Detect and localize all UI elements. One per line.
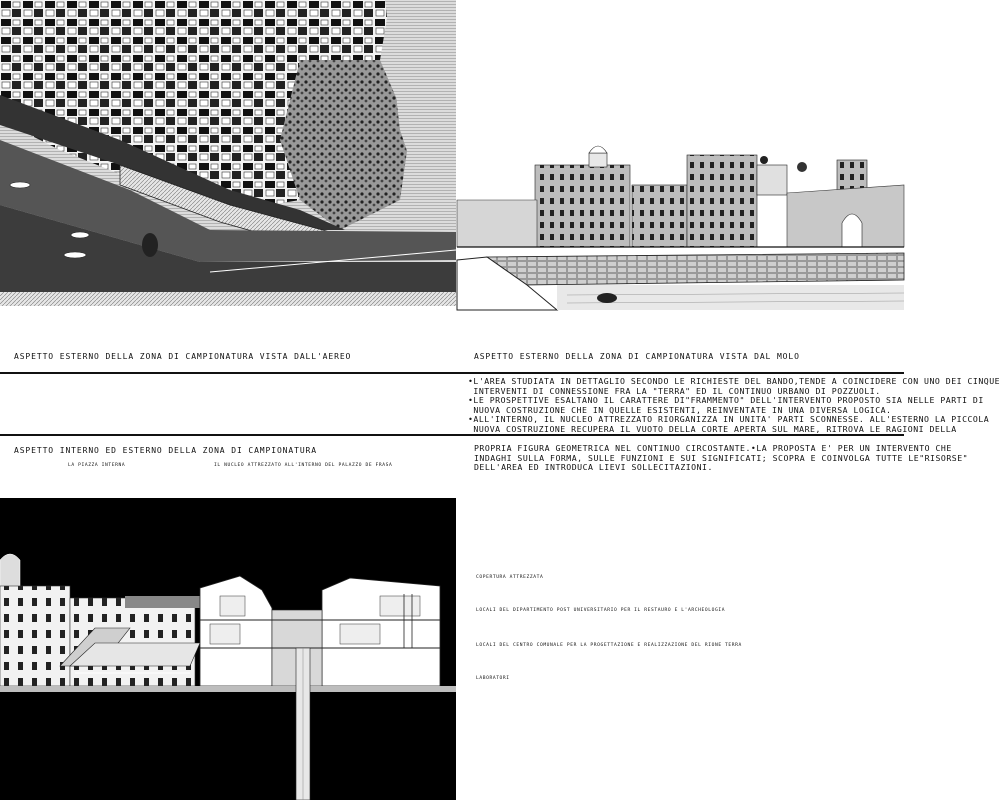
description-line: •ALL'INTERNO, IL NUCLEO ATTREZZATO RIORGANIZZA IN UNITA' PARTI SCONNESSE. ALL'ESTERNO LA PICCOLA [468,414,990,425]
section-drawing [0,498,456,800]
legend-item: LABORATORI [476,676,510,681]
legend-item: COPERTURA ATTREZZATA [476,575,544,580]
description-line: INTERVENTI DI CONNESSIONE FRA LA "TERRA" ED IL CONTINUO URBANO DI POZZUOLI. [468,385,881,396]
description-continuation [474,443,969,473]
pier-view-drawing [457,135,904,310]
divider-line-2 [0,434,904,436]
description-block [468,376,1000,435]
description-line: •LE PROSPETTIVE ESALTANO IL CARATTERE DI"FRAMMENTO" DELL'INTERVENTO PROPOSTO SIA NELLE PARTI DI [468,395,984,406]
caption-interior-exterior: ASPETTO INTERNO ED ESTERNO DELLA ZONA DI CAMPIONATURA [14,446,317,455]
divider-line-1 [0,372,904,374]
legend-item: LOCALI DEL DIPARTIMENTO POST UNIVERSITARIO PER IL RESTAURO E L'ARCHEOLOGIA [476,608,726,613]
description-line: NUOVA COSTRUZIONE RECUPERA IL VUOTO DELLA CORTE APERTA SUL MARE, RITROVA LE RAGIONI DELLA [468,423,957,434]
description-line: PROPRIA FIGURA GEOMETRICA NEL CONTINUO CIRCOSTANTE.•LA PROPOSTA E' PER UN INTERVENTO CHE [474,443,952,453]
caption-aerial-view: ASPETTO ESTERNO DELLA ZONA DI CAMPIONATURA VISTA DALL'AEREO [14,352,352,361]
description-line: •L'AREA STUDIATA IN DETTAGLIO SECONDO LE RICHIESTE DEL BANDO,TENDE A COINCIDERE CON UNO DEI CINQUE [468,376,1000,386]
description-line: INDAGHI SULLA FORMA, SULLE FUNZIONI E SUI SIGNIFICATI; SCOPRA E COINVOLGA TUTTE LE"RISORSE" [474,452,969,463]
caption-inner-square: LA PIAZZA INTERNA [68,463,126,468]
caption-pier-view: ASPETTO ESTERNO DELLA ZONA DI CAMPIONATURA VISTA DAL MOLO [474,352,800,361]
description-line: DELL'AREA ED INTRODUCA LIEVI SOLLECITAZIONI. [474,462,713,473]
caption-equipped-core: IL NUCLEO ATTREZZATO ALL'INTERNO DEL PALAZZO DE FRASA [214,463,393,468]
legend-item: LOCALI DEL CENTRO COMUNALE PER LA PROGETTAZIONE E REALIZZAZIONE DEL RIONE TERRA [476,643,742,648]
description-line: NUOVA COSTRUZIONE CHE IN QUELLE ESISTENTI, REINVENTATE IN UNA DIVERSA LOGICA. [468,404,892,415]
aerial-view-drawing [0,0,456,306]
